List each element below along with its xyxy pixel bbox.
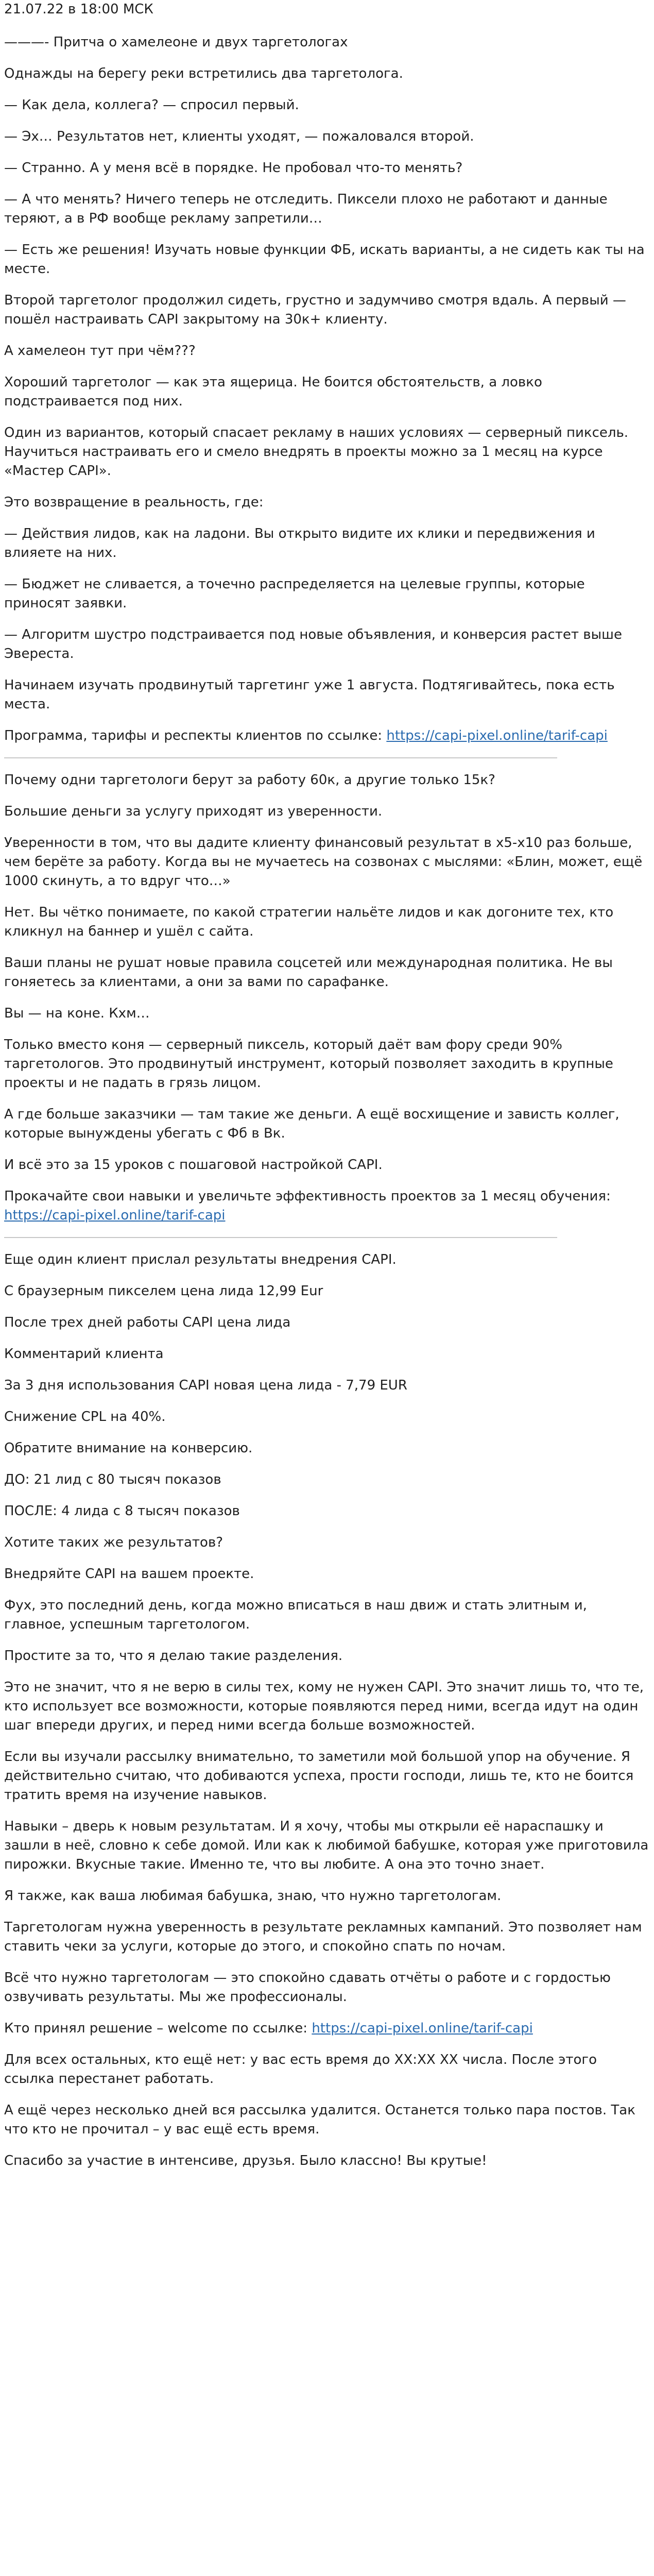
paragraph: Навыки – дверь к новым результатам. И я хочу, чтобы мы открыли её нараспашку и зашли в неё, словно к себе домой. Или как к любимой бабушке, которая уже приготовила пирожки. Вкусные такие. Именно те, что вы любите. А она это точно знает.	[4, 1819, 649, 1872]
paragraph: Один из вариантов, который спасает рекламу в наших условиях — серверный пиксель. Научиться настраивать его и смело внедрять в проекты можно за 1 месяц на курсе «Мастер CAPI».	[4, 425, 629, 479]
paragraph: ДО: 21 лид с 80 тысяч показов	[4, 1472, 221, 1487]
paragraph: Только вместо коня — серверный пиксель, который даёт вам фору среди 90% таргетологов. Это продвинутый инструмент, который позволяет заходить в крупные проекты и не падать в грязь лицом.	[4, 1037, 613, 1091]
section-results	[4, 1250, 650, 2171]
paragraph-text: Прокачайте свои навыки и увеличьте эффективность проектов за 1 месяц обучения:	[4, 1189, 611, 1204]
paragraph: Внедряйте CAPI на вашем проекте.	[4, 1566, 254, 1582]
paragraph: Всё что нужно таргетологам — это спокойно сдавать отчёты о работе и с гордостью озвучивать результаты. Мы же профессионалы.	[4, 1970, 611, 2005]
paragraph: С браузерным пикселем цена лида 12,99 Eur	[4, 1283, 323, 1299]
paragraph: И всё это за 15 уроков с пошаговой настройкой CAPI.	[4, 1157, 383, 1173]
paragraph: Комментарий клиента	[4, 1346, 164, 1362]
paragraph: Хотите таких же результатов?	[4, 1535, 223, 1550]
paragraph: За 3 дня использования CAPI новая цена лида - 7,79 EUR	[4, 1378, 407, 1393]
paragraph: Почему одни таргетологи берут за работу 60к, а другие только 15к?	[4, 772, 495, 788]
paragraph: Это не значит, что я не верю в силы тех, кому не нужен CAPI. Это значит лишь то, что те, кто использует все возможности, которые появляются перед ними, всегда идут на один шаг впереди других, и перед ними всегда больше возможностей.	[4, 1680, 644, 1733]
post-date: 21.07.22 в 18:00 МСК	[4, 2, 153, 17]
divider	[4, 757, 557, 758]
paragraph: Вы — на коне. Кхм…	[4, 1006, 150, 1021]
paragraph: Я также, как ваша любимая бабушка, знаю, что нужно таргетологам.	[4, 1888, 502, 1904]
paragraph: Спасибо за участие в интенсиве, друзья. Было классно! Вы крутые!	[4, 2153, 487, 2168]
tarif-link[interactable]: https://capi-pixel.online/tarif-capi	[4, 1208, 226, 1223]
paragraph: Обратите внимание на конверсию.	[4, 1440, 253, 1456]
paragraph: — Алгоритм шустро подстраивается под новые объявления, и конверсия растет выше Эвереста.	[4, 627, 622, 662]
paragraph: Таргетологам нужна уверенность в результате рекламных кампаний. Это позволяет нам ставить чеки за услуги, которые до этого, и спокойно спать по ночам.	[4, 1920, 642, 1954]
paragraph: А ещё через несколько дней вся рассылка удалится. Останется только пара постов. Так что кто не прочитал – у вас ещё есть время.	[4, 2103, 635, 2137]
paragraph-text: Кто принял решение – welcome по ссылке:	[4, 2021, 312, 2036]
paragraph: Если вы изучали рассылку внимательно, то заметили мой большой упор на обучение. Я действительно считаю, что добиваются успеха, прости господи, лишь те, кто не боится тратить время на изучение навыков.	[4, 1749, 634, 1803]
paragraph: После трех дней работы CAPI цена лида	[4, 1315, 291, 1330]
paragraph: ПОСЛЕ: 4 лида с 8 тысяч показов	[4, 1503, 240, 1519]
paragraph: Однажды на берегу реки встретились два таргетолога.	[4, 66, 403, 81]
paragraph: — Действия лидов, как на ладони. Вы открыто видите их клики и передвижения и влияете на них.	[4, 526, 595, 561]
paragraph: Хороший таргетолог — как эта ящерица. Не боится обстоятельств, а ловко подстраивается под них.	[4, 375, 542, 409]
tarif-link[interactable]: https://capi-pixel.online/tarif-capi	[386, 728, 608, 743]
paragraph: — Странно. А у меня всё в порядке. Не пробовал что-то менять?	[4, 160, 463, 176]
paragraph: А где больше заказчики — там такие же деньги. А ещё восхищение и зависть коллег, которые вынуждены убегать с Фб в Вк.	[4, 1107, 619, 1141]
section-parable	[4, 33, 650, 745]
paragraph: — Эх… Результатов нет, клиенты уходят, — пожаловался второй.	[4, 129, 474, 144]
paragraph: Нет. Вы чётко понимаете, по какой стратегии нальёте лидов и как догоните тех, кто кликнул на баннер и ушёл с сайта.	[4, 905, 614, 939]
section-confidence	[4, 771, 650, 1225]
paragraph: Большие деньги за услугу приходят из уверенности.	[4, 804, 383, 819]
paragraph: — А что менять? Ничего теперь не отследить. Пиксели плохо не работают и данные теряют, а в РФ вообще рекламу запретили…	[4, 192, 608, 226]
paragraph: Уверенности в том, что вы дадите клиенту финансовый результат в х5-х10 раз больше, чем берёте за работу. Когда вы не мучаетесь на созвонах с мыслями: «Блин, может, ещё 1000 скинуть, а то вдруг что…»	[4, 835, 643, 889]
paragraph: Для всех остальных, кто ещё нет: у вас есть время до ХХ:ХХ ХХ числа. После этого ссылка перестанет работать.	[4, 2052, 597, 2087]
paragraph-with-link	[4, 2019, 650, 2038]
paragraph: Ваши планы не рушат новые правила соцсетей или международная политика. Не вы гоняетесь за клиентами, а они за вами по сарафанке.	[4, 955, 613, 990]
paragraph: Второй таргетолог продолжил сидеть, грустно и задумчиво смотря вдаль. А первый — пошёл настраивать CAPI закрытому на 30к+ клиенту.	[4, 293, 626, 327]
paragraph: Это возвращение в реальность, где:	[4, 495, 264, 510]
tarif-link[interactable]: https://capi-pixel.online/tarif-capi	[312, 2021, 533, 2036]
paragraph: — Как дела, коллега? — спросил первый.	[4, 97, 299, 113]
paragraph: — Есть же решения! Изучать новые функции ФБ, искать варианты, а не сидеть как ты на месте.	[4, 242, 645, 277]
paragraph: Простите за то, что я делаю такие разделения.	[4, 1648, 343, 1664]
paragraph-with-link	[4, 726, 650, 745]
paragraph: Начинаем изучать продвинутый таргетинг уже 1 августа. Подтягивайтесь, пока есть места.	[4, 677, 615, 712]
paragraph: Еще один клиент прислал результаты внедрения CAPI.	[4, 1252, 397, 1267]
paragraph: Фух, это последний день, когда можно вписаться в наш движ и стать элитным и, главное, успешным таргетологом.	[4, 1598, 587, 1632]
divider	[4, 1237, 557, 1238]
paragraph-text: Программа, тарифы и респекты клиентов по ссылке:	[4, 728, 387, 743]
paragraph: — Бюджет не сливается, а точечно распределяется на целевые группы, которые приносят заявки.	[4, 577, 585, 611]
paragraph: ———- Притча о хамелеоне и двух таргетологах	[4, 35, 348, 50]
paragraph-with-link	[4, 1187, 650, 1225]
paragraph: Снижение CPL на 40%.	[4, 1409, 166, 1425]
paragraph: А хамелеон тут при чём???	[4, 343, 196, 359]
